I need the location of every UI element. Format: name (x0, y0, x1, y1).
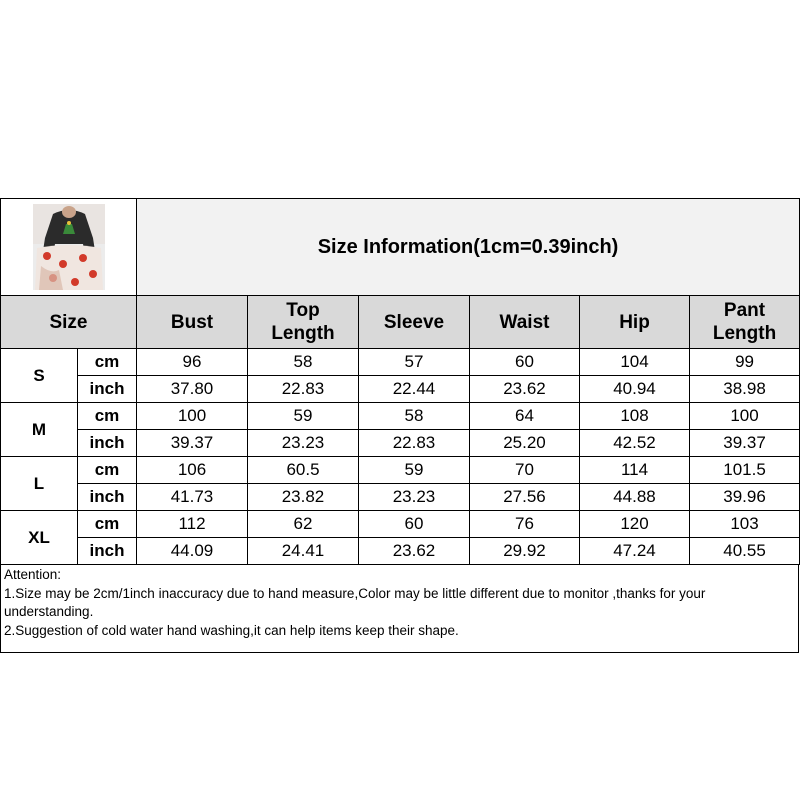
size-label: L (1, 457, 78, 511)
attention-notes (0, 565, 799, 653)
size-chart (0, 198, 799, 653)
size-label: XL (1, 511, 78, 565)
measure-cell: 44.09 (137, 538, 248, 565)
table-row (1, 457, 800, 484)
measure-cell: 59 (359, 457, 470, 484)
measure-cell: 99 (690, 349, 800, 376)
measure-cell: 64 (470, 403, 580, 430)
unit-label: inch (78, 538, 137, 565)
measure-cell: 39.37 (137, 430, 248, 457)
measure-cell: 120 (580, 511, 690, 538)
size-label: M (1, 403, 78, 457)
measure-cell: 57 (359, 349, 470, 376)
measure-cell: 100 (137, 403, 248, 430)
notes-heading: Attention: (4, 567, 62, 582)
measure-cell: 40.94 (580, 376, 690, 403)
measure-cell: 22.83 (248, 376, 359, 403)
measure-cell: 114 (580, 457, 690, 484)
unit-label: inch (78, 484, 137, 511)
measure-cell: 58 (359, 403, 470, 430)
unit-label: inch (78, 430, 137, 457)
measure-cell: 23.82 (248, 484, 359, 511)
measure-cell: 22.44 (359, 376, 470, 403)
header-row (1, 296, 800, 349)
unit-label: inch (78, 376, 137, 403)
model-photo-icon (33, 204, 105, 290)
measure-cell: 23.62 (470, 376, 580, 403)
column-header: Size (1, 296, 137, 349)
measure-cell: 76 (470, 511, 580, 538)
product-photo-cell (1, 199, 137, 296)
measure-cell: 23.62 (359, 538, 470, 565)
measure-cell: 101.5 (690, 457, 800, 484)
note-item: 2.Suggestion of cold water hand washing,it can help items keep their shape. (4, 622, 459, 638)
column-header: Top Length (248, 296, 359, 349)
measure-cell: 39.37 (690, 430, 800, 457)
measure-cell: 29.92 (470, 538, 580, 565)
unit-label: cm (78, 511, 137, 538)
measure-cell: 96 (137, 349, 248, 376)
table-title: Size Information(1cm=0.39inch) (137, 199, 800, 296)
column-header: Bust (137, 296, 248, 349)
measure-cell: 42.52 (580, 430, 690, 457)
measure-cell: 37.80 (137, 376, 248, 403)
column-header: Hip (580, 296, 690, 349)
measure-cell: 23.23 (359, 484, 470, 511)
table-row (1, 349, 800, 376)
measure-cell: 39.96 (690, 484, 800, 511)
unit-label: cm (78, 403, 137, 430)
measure-cell: 40.55 (690, 538, 800, 565)
measure-cell: 47.24 (580, 538, 690, 565)
column-header: Waist (470, 296, 580, 349)
measure-cell: 41.73 (137, 484, 248, 511)
measure-cell: 60.5 (248, 457, 359, 484)
unit-label: cm (78, 349, 137, 376)
measure-cell: 112 (137, 511, 248, 538)
table-row (1, 484, 800, 511)
measure-cell: 44.88 (580, 484, 690, 511)
note-item: 1.Size may be 2cm/1inch inaccuracy due to hand measure,Color may be little different due to monitor ,thanks for your understanding. (4, 585, 706, 619)
measure-cell: 103 (690, 511, 800, 538)
measure-cell: 60 (470, 349, 580, 376)
table-row (1, 376, 800, 403)
unit-label: cm (78, 457, 137, 484)
measure-cell: 70 (470, 457, 580, 484)
column-header: Sleeve (359, 296, 470, 349)
measure-cell: 27.56 (470, 484, 580, 511)
size-label: S (1, 349, 78, 403)
measure-cell: 104 (580, 349, 690, 376)
measure-cell: 38.98 (690, 376, 800, 403)
table-row (1, 538, 800, 565)
measure-cell: 106 (137, 457, 248, 484)
table-row (1, 511, 800, 538)
measure-cell: 23.23 (248, 430, 359, 457)
measure-cell: 58 (248, 349, 359, 376)
table-row (1, 403, 800, 430)
size-table (0, 198, 800, 565)
measure-cell: 108 (580, 403, 690, 430)
table-row (1, 430, 800, 457)
measure-cell: 24.41 (248, 538, 359, 565)
measure-cell: 60 (359, 511, 470, 538)
measure-cell: 25.20 (470, 430, 580, 457)
column-header: Pant Length (690, 296, 800, 349)
measure-cell: 100 (690, 403, 800, 430)
measure-cell: 22.83 (359, 430, 470, 457)
measure-cell: 62 (248, 511, 359, 538)
measure-cell: 59 (248, 403, 359, 430)
